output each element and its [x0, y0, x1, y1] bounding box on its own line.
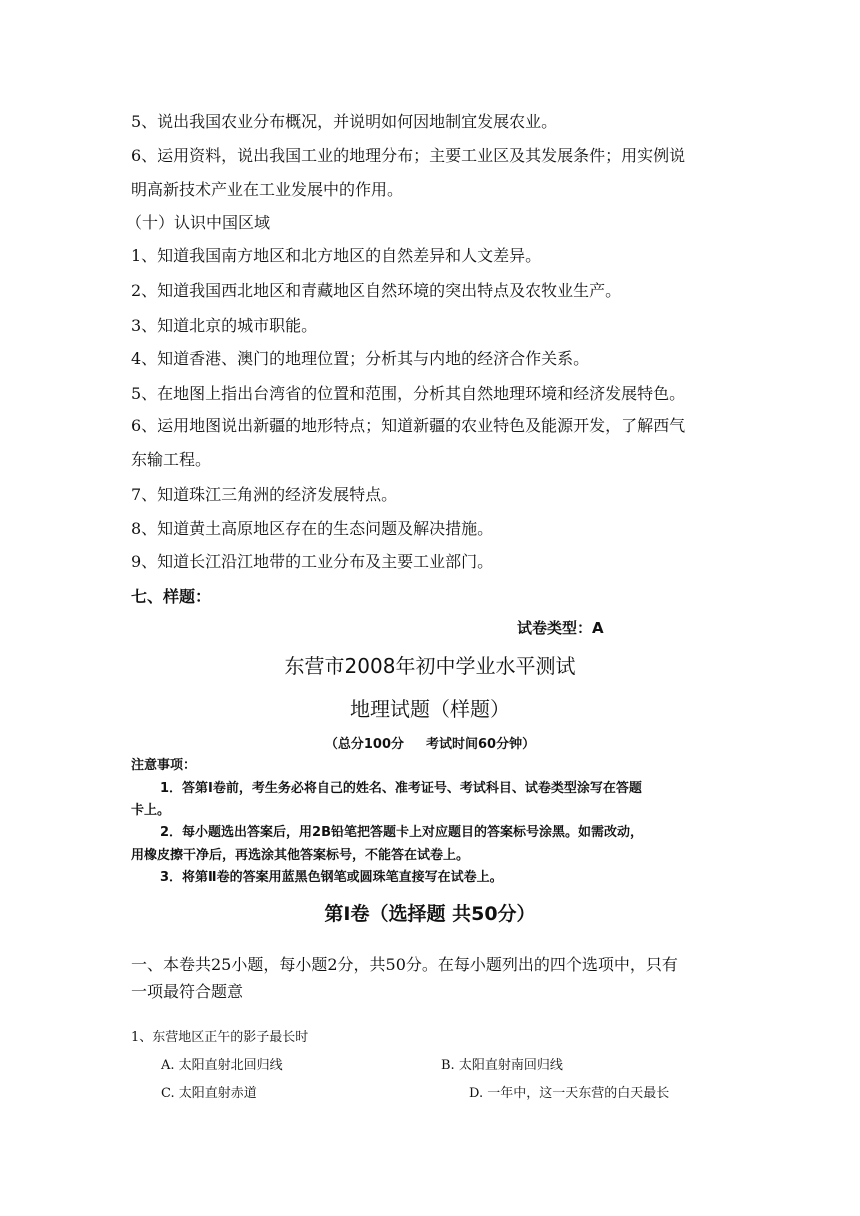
syllabus-item: 5、说出我国农业分布概况，并说明如何因地制宜发展农业。 — [131, 112, 558, 131]
notice-item: 1．答第Ⅰ卷前，考生务必将自己的姓名、准考证号、考试科目、试卷类型涂写在答题 — [160, 781, 642, 796]
section-ten-title: （十）认识中国区域 — [126, 213, 271, 232]
notice-item: 3．将第Ⅱ卷的答案用蓝黑色钢笔或圆珠笔直接写在试卷上。 — [160, 870, 503, 885]
syllabus-item: 6、运用资料，说出我国工业的地理分布；主要工业区及其发展条件；用实例说 — [131, 146, 686, 165]
syllabus-item: 8、知道黄土高原地区存在的生态问题及解决措施。 — [131, 519, 494, 538]
option-a: A. 太阳直射北回归线 — [161, 1058, 283, 1073]
syllabus-item: 2、知道我国西北地区和青藏地区自然环境的突出特点及农牧业生产。 — [131, 281, 622, 300]
syllabus-item: 5、在地图上指出台湾省的位置和范围，分析其自然地理环境和经济发展特色。 — [131, 384, 686, 403]
question-stem: 1、东营地区正午的影子最长时 — [131, 1030, 309, 1045]
total-score: （总分100分 — [324, 737, 405, 752]
section-seven-title: 七、样题： — [131, 587, 212, 606]
exam-subtitle: 地理试题（样题） — [350, 697, 510, 721]
syllabus-item: 7、知道珠江三角洲的经济发展特点。 — [131, 485, 398, 504]
option-d: D. 一年中，这一天东营的白天最长 — [469, 1086, 670, 1101]
exam-meta — [0, 733, 860, 752]
notice-title: 注意事项： — [131, 758, 197, 773]
option-c: C. 太阳直射赤道 — [161, 1086, 257, 1101]
exam-duration: 考试时间60分钟） — [426, 737, 536, 752]
syllabus-item: 3、知道北京的城市职能。 — [131, 316, 318, 335]
syllabus-item: 9、知道长江沿江地带的工业分布及主要工业部门。 — [131, 552, 494, 571]
notice-item: 用橡皮擦干净后，再选涂其他答案标号，不能答在试卷上。 — [131, 848, 470, 863]
syllabus-item: 东输工程。 — [131, 450, 212, 469]
option-b: B. 太阳直射南回归线 — [441, 1058, 563, 1073]
syllabus-item: 6、运用地图说出新疆的地形特点；知道新疆的农业特色及能源开发，了解西气 — [131, 416, 686, 435]
part-one-title: 第Ⅰ卷（选择题 共50分） — [324, 903, 536, 925]
instruction: 一项最符合题意 — [131, 982, 244, 1001]
exam-title: 东营市2008年初中学业水平测试 — [284, 654, 576, 678]
syllabus-item: 4、知道香港、澳门的地理位置；分析其与内地的经济合作关系。 — [131, 349, 590, 368]
instruction: 一、本卷共25小题，每小题2分，共50分。在每小题列出的四个选项中，只有 — [131, 955, 678, 974]
syllabus-item: 明高新技术产业在工业发展中的作用。 — [131, 180, 404, 199]
notice-item: 2．每小题选出答案后，用2B铅笔把答题卡上对应题目的答案标号涂黑。如需改动， — [160, 825, 644, 840]
paper-type-label: 试卷类型：A — [517, 619, 604, 637]
syllabus-item: 1、知道我国南方地区和北方地区的自然差异和人文差异。 — [131, 246, 542, 265]
notice-item: 卡上。 — [131, 803, 171, 818]
